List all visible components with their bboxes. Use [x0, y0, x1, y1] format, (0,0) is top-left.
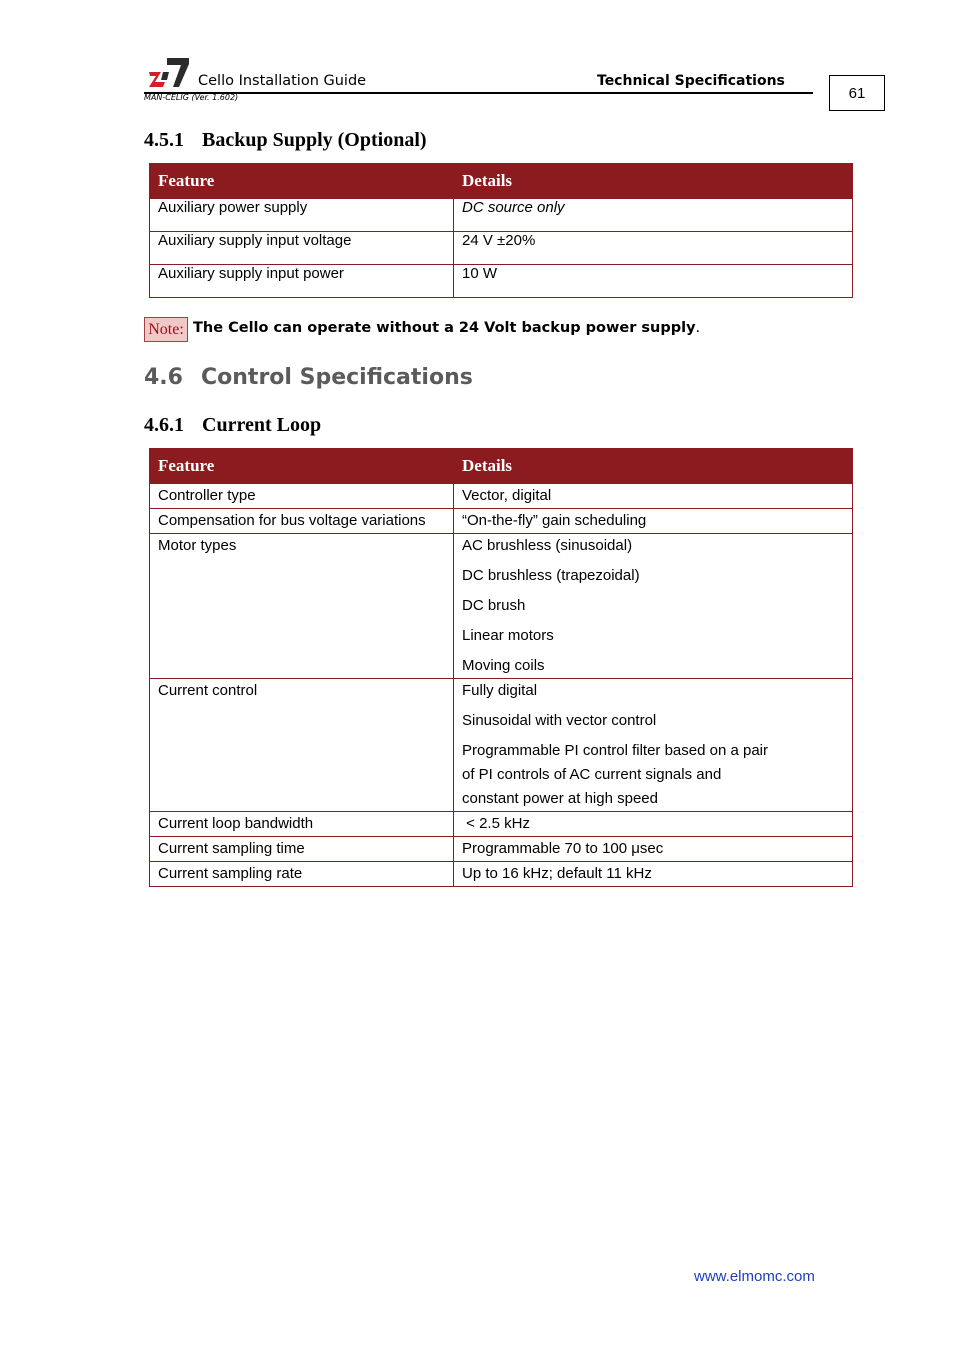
details-cell: 10 W	[454, 265, 853, 298]
document-code: MAN-CELIG (Ver. 1.602)	[144, 93, 239, 102]
feature-cell: Auxiliary supply input voltage	[150, 232, 454, 265]
detail-line: Moving coils	[462, 657, 545, 674]
elmo-logo-icon	[147, 58, 189, 88]
feature-cell: Compensation for bus voltage variations	[150, 509, 454, 534]
table-row	[150, 265, 853, 298]
feature-cell: Current sampling time	[150, 837, 454, 862]
note-text	[193, 320, 700, 336]
details-cell: DC source only	[454, 199, 853, 232]
detail-line: AC brushless (sinusoidal)	[462, 537, 633, 554]
backup-supply-table	[149, 163, 853, 298]
column-header-feature: Feature	[150, 164, 454, 199]
backup-supply-heading	[144, 129, 427, 152]
table-row	[150, 862, 853, 887]
detail-line: DC brush	[462, 597, 526, 614]
detail-line: Sinusoidal with vector control	[462, 712, 657, 729]
table-row	[150, 534, 853, 679]
current-loop-table	[149, 448, 853, 887]
feature-cell: Auxiliary supply input power	[150, 265, 454, 298]
note-label: Note:	[144, 317, 188, 342]
detail-line: Programmable PI control filter based on a pair of PI controls of AC current signals and constant power at high speed	[462, 742, 768, 807]
control-specifications-heading	[144, 365, 473, 390]
detail-line: Fully digital	[462, 682, 538, 699]
footer-website-link[interactable]: www.elmomc.com	[694, 1268, 815, 1285]
current-loop-heading-number: 4.6.1	[144, 414, 184, 436]
detail-line: Linear motors	[462, 627, 554, 644]
note-text-period: .	[695, 320, 701, 336]
details-cell: 24 V ±20%	[454, 232, 853, 265]
current-loop-heading	[144, 414, 321, 437]
feature-cell: Controller type	[150, 484, 454, 509]
control-heading-title: Control Specifications	[201, 365, 473, 390]
details-cell	[454, 679, 853, 812]
table-row	[150, 837, 853, 862]
backup-supply-heading-title: Backup Supply (Optional)	[202, 129, 427, 151]
section-title: Technical Specifications	[597, 73, 785, 89]
details-cell: Vector, digital	[454, 484, 853, 509]
details-cell: Programmable 70 to 100 μsec	[454, 837, 853, 862]
details-cell: < 2.5 kHz	[454, 812, 853, 837]
table-row	[150, 484, 853, 509]
note-text-body: The Cello can operate without a 24 Volt backup power supply	[193, 320, 696, 336]
details-cell: Up to 16 kHz; default 11 kHz	[454, 862, 853, 887]
feature-cell: Auxiliary power supply	[150, 199, 454, 232]
header-rule	[144, 92, 813, 94]
backup-supply-heading-number: 4.5.1	[144, 129, 184, 151]
feature-cell: Current loop bandwidth	[150, 812, 454, 837]
feature-cell: Motor types	[150, 534, 454, 679]
document-title: Cello Installation Guide	[198, 73, 367, 89]
details-cell	[454, 534, 853, 679]
column-header-details: Details	[454, 449, 853, 484]
table-row	[150, 812, 853, 837]
table-row	[150, 232, 853, 265]
details-cell: “On-the-fly” gain scheduling	[454, 509, 853, 534]
table-row	[150, 679, 853, 812]
current-loop-heading-title: Current Loop	[202, 414, 322, 436]
control-heading-number: 4.6	[144, 365, 183, 390]
page-number: 61	[829, 75, 885, 111]
feature-cell: Current control	[150, 679, 454, 812]
table-row	[150, 199, 853, 232]
table-row	[150, 509, 853, 534]
column-header-feature: Feature	[150, 449, 454, 484]
feature-cell: Current sampling rate	[150, 862, 454, 887]
column-header-details: Details	[454, 164, 853, 199]
detail-line: DC brushless (trapezoidal)	[462, 567, 640, 584]
